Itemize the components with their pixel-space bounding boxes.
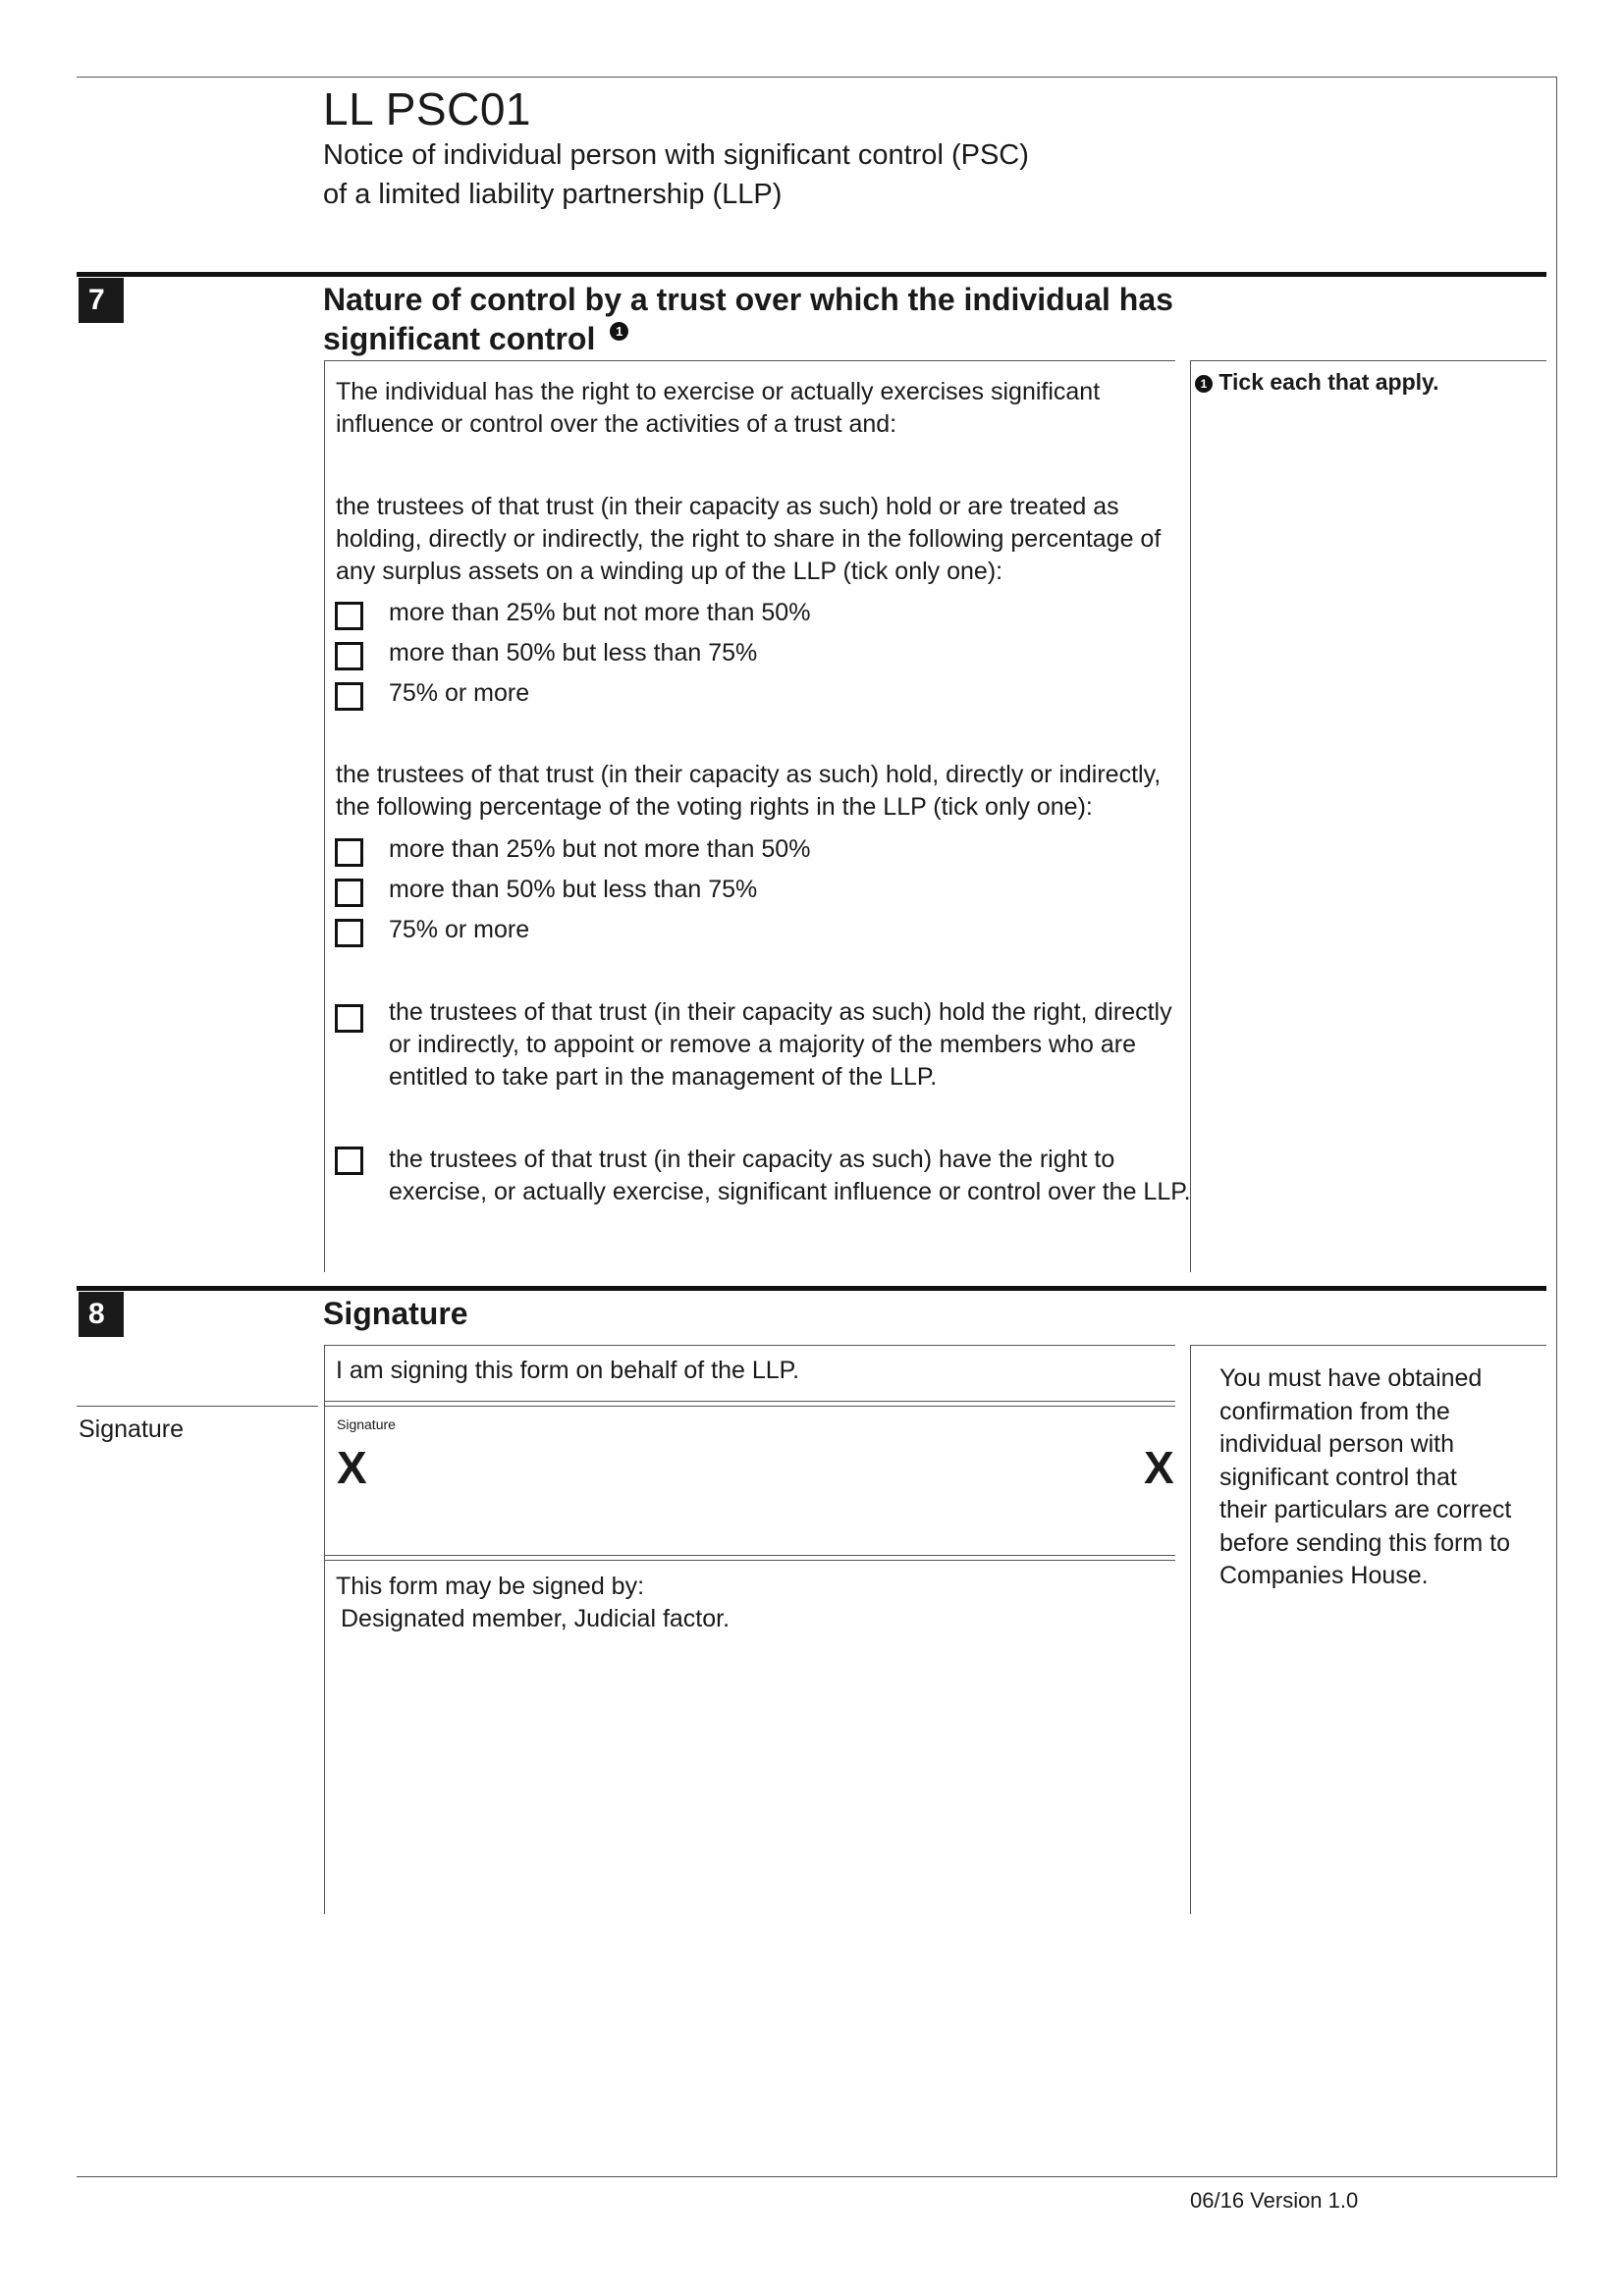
behalf-text: I am signing this form on behalf of the LLP. <box>336 1357 800 1384</box>
signature-small-label: Signature <box>337 1416 396 1432</box>
voting-75-plus-checkbox[interactable] <box>335 919 363 947</box>
appoint-line1: the trustees of that trust (in their capacity as such) hold the right, directly <box>389 998 1172 1026</box>
section7-title-line2 <box>323 319 628 358</box>
appoint-line3: entitled to take part in the management of the LLP. <box>389 1063 938 1091</box>
section7-box-left <box>324 360 325 1272</box>
surplus-75-plus-label: 75% or more <box>389 679 530 707</box>
surplus-75-plus-checkbox[interactable] <box>335 682 363 711</box>
signature-label-rule <box>77 1406 318 1407</box>
appoint-remove-checkbox[interactable] <box>335 1004 363 1033</box>
section7-box-right <box>1190 360 1191 1272</box>
influence-line1: the trustees of that trust (in their capacity as such) have the right to <box>389 1146 1115 1173</box>
page-top-rule <box>77 77 1557 78</box>
surplus-25-50-label: more than 25% but not more than 50% <box>389 599 811 626</box>
section7-side-note <box>1195 369 1439 396</box>
signed-by-line2: Designated member, Judicial factor. <box>341 1605 731 1632</box>
voting-50-75-label: more than 50% but less than 75% <box>389 876 758 903</box>
note-line: Companies House. <box>1219 1562 1429 1589</box>
behalf-bottom-rule <box>324 1401 1175 1402</box>
note-line: significant control that <box>1219 1463 1457 1491</box>
signature-field[interactable] <box>325 1407 1175 1554</box>
surplus-line1: the trustees of that trust (in their capacity as such) hold or are treated as <box>336 493 1119 520</box>
note-line: You must have obtained <box>1219 1364 1483 1392</box>
section7-box-top <box>324 360 1175 361</box>
surplus-line3: any surplus assets on a winding up of the LLP (tick only one): <box>336 558 1003 585</box>
section8-number: 8 <box>79 1292 124 1337</box>
voting-line2: the following percentage of the voting rights in the LLP (tick only one): <box>336 793 1093 821</box>
section7-title-line1: Nature of control by a trust over which the individual has <box>323 282 1173 317</box>
surplus-50-75-label: more than 50% but less than 75% <box>389 639 758 667</box>
significant-influence-checkbox[interactable] <box>335 1147 363 1175</box>
surplus-25-50-checkbox[interactable] <box>335 602 363 630</box>
section8-title: Signature <box>323 1296 468 1331</box>
page-right-rule <box>1556 77 1557 2177</box>
signature-start-x-icon: X <box>337 1442 367 1493</box>
section7-number: 7 <box>79 278 124 323</box>
intro-line1: The individual has the right to exercise or actually exercises significant <box>336 378 1101 405</box>
page-bottom-rule <box>77 2176 1557 2177</box>
signature-end-x-icon: X <box>1144 1442 1174 1493</box>
signed-by-line1: This form may be signed by: <box>336 1573 645 1600</box>
side-note-text: Tick each that apply. <box>1218 369 1439 395</box>
signature-box-bottom <box>324 1555 1175 1556</box>
version-label: 06/16 Version 1.0 <box>1190 2188 1359 2213</box>
section7-title-text: significant control <box>323 321 596 356</box>
note-line: confirmation from the <box>1219 1397 1450 1425</box>
voting-75-plus-label: 75% or more <box>389 916 530 943</box>
note-marker-icon-side: 1 <box>1195 375 1213 393</box>
voting-25-50-label: more than 25% but not more than 50% <box>389 835 811 863</box>
intro-line2: influence or control over the activities of a trust and: <box>336 410 897 438</box>
section7-rule <box>77 272 1546 277</box>
influence-line2: exercise, or actually exercise, significant influence or control over the LLP. <box>389 1178 1191 1205</box>
voting-25-50-checkbox[interactable] <box>335 838 363 867</box>
form-subtitle-line2: of a limited liability partnership (LLP) <box>323 179 783 210</box>
section8-rule <box>77 1286 1546 1291</box>
note-marker-icon: 1 <box>610 322 628 341</box>
note-line: their particulars are correct <box>1219 1496 1512 1523</box>
voting-50-75-checkbox[interactable] <box>335 879 363 907</box>
note-line: individual person with <box>1219 1430 1455 1458</box>
surplus-line2: holding, directly or indirectly, the right to share in the following percentage of <box>336 525 1162 553</box>
appoint-line2: or indirectly, to appoint or remove a majority of the members who are <box>389 1031 1136 1058</box>
section8-note-top <box>1191 1345 1546 1346</box>
signature-label: Signature <box>79 1415 185 1443</box>
signed-by-rule <box>324 1560 1175 1561</box>
form-subtitle-line1: Notice of individual person with significant control (PSC) <box>323 139 1029 171</box>
surplus-50-75-checkbox[interactable] <box>335 642 363 670</box>
note-line: before sending this form to <box>1219 1528 1510 1557</box>
section7-note-top <box>1191 360 1546 361</box>
section8-box-top <box>324 1345 1175 1346</box>
section8-side-note <box>1219 1362 1511 1593</box>
section8-box-right <box>1190 1345 1191 1914</box>
form-code: LL PSC01 <box>323 83 531 134</box>
voting-line1: the trustees of that trust (in their capacity as such) hold, directly or indirectly, <box>336 761 1162 788</box>
